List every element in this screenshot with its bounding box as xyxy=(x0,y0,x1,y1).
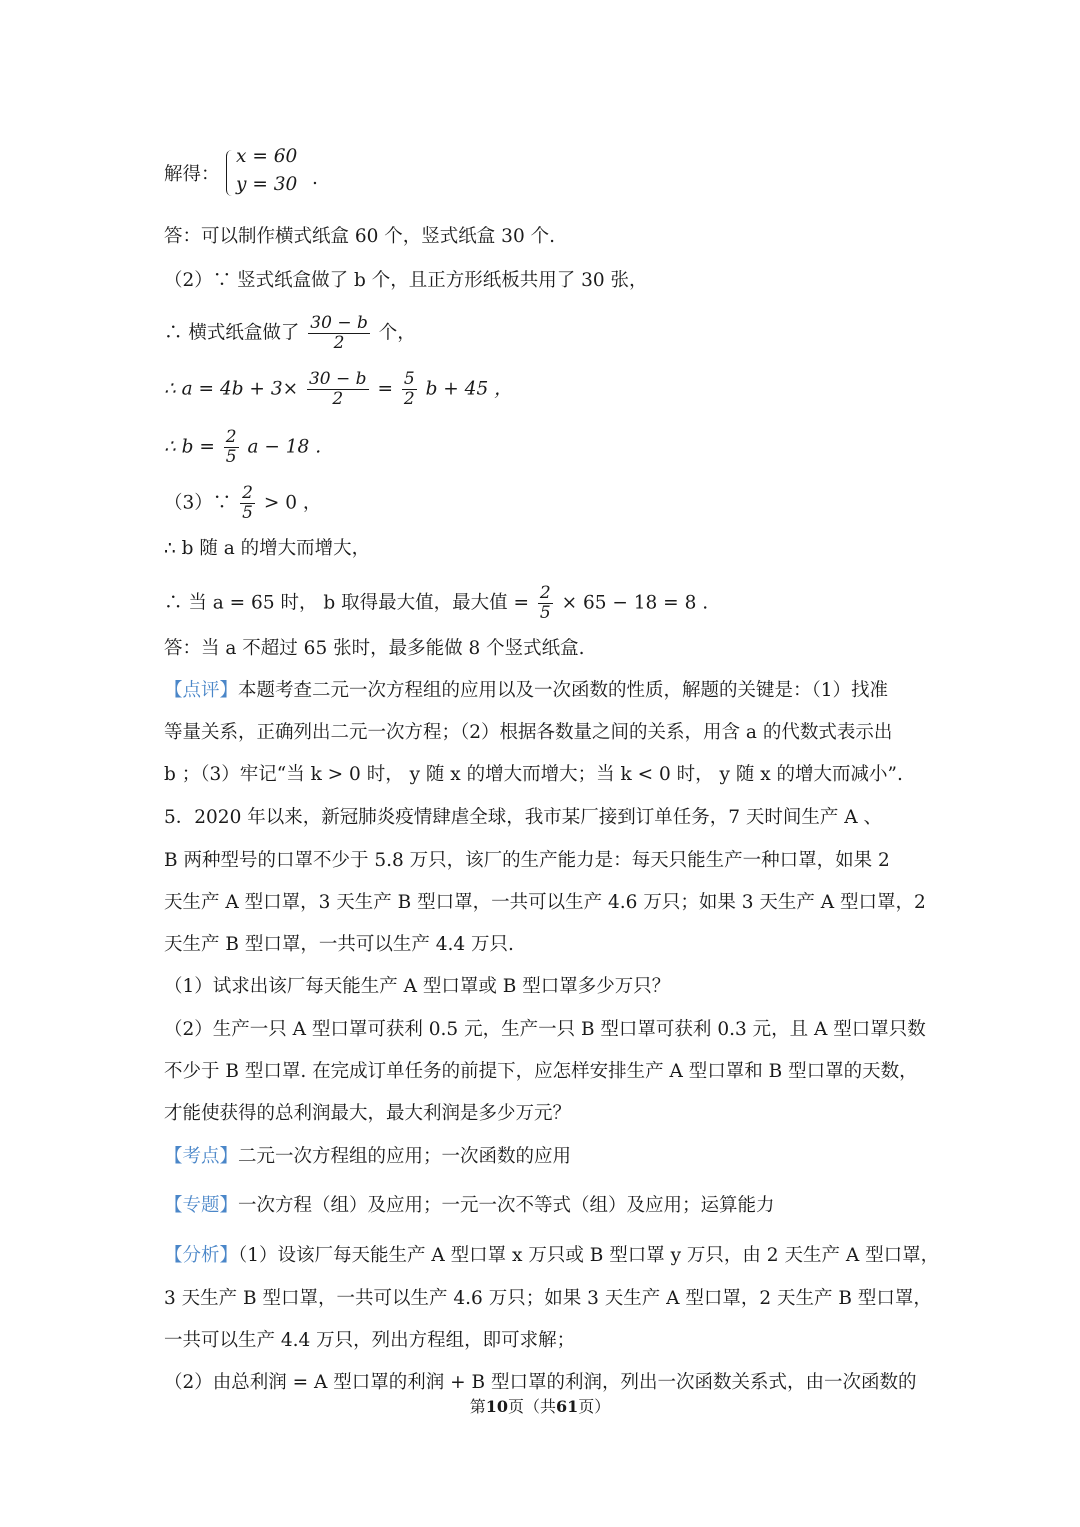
problem5-line-4: 天生产 B 型口罩，一共可以生产 4.4 万只. xyxy=(164,934,514,955)
max-value-line xyxy=(164,584,924,623)
a-expression-line xyxy=(164,370,924,409)
review-line-1 xyxy=(164,678,924,704)
problem5-line-2: B 两种型号的口罩不少于 5.8 万只，该厂的生产能力是：每天只能生产一种口罩，如果 2 xyxy=(164,850,890,871)
zhuanti-line xyxy=(164,1193,924,1219)
text: 个， xyxy=(378,322,416,344)
text: ∴ 横式纸盒做了 xyxy=(164,322,300,344)
text: （1）设该厂每天能生产 A 型口罩 x 万只或 B 型口罩 y 万只，由 2 天生产 A 型口罩， xyxy=(238,1245,940,1266)
page-footer xyxy=(0,1396,1080,1418)
fraction xyxy=(307,370,369,409)
numerator: 2 xyxy=(539,583,551,603)
denominator: 5 xyxy=(225,447,237,467)
kaodian-line xyxy=(164,1144,924,1170)
fenxi-line-2: 3 天生产 B 型口罩，一共可以生产 4.6 万只；如果 3 天生产 A 型口罩，2 天生产 B 型口罩， xyxy=(164,1288,932,1309)
text: 本题考查二元一次方程组的应用以及一次函数的性质，解题的关键是：（1）找准 xyxy=(238,680,889,701)
text: ∴ b = xyxy=(164,436,215,458)
footer-text: 页） xyxy=(578,1397,611,1416)
text: ∴ a = 4b + 3× xyxy=(164,378,299,400)
text: > 0 ， xyxy=(263,492,322,514)
answer-line-2: 答：当 a 不超过 65 张时，最多能做 8 个竖式纸盒. xyxy=(164,638,585,659)
text: = xyxy=(377,378,393,400)
review-line-2: 等量关系，正确列出二元一次方程；（2）根据各数量之间的关系，用含 a 的代数式表示出 xyxy=(164,722,893,743)
review-line-3: b ；（3）牢记“当 k > 0 时， y 随 x 的增大而增大；当 k < 0 时， y 随 x 的增大而减小”. xyxy=(164,764,903,785)
problem5-q2-line-3: 才能使获得的总利润最大，最大利润是多少万元？ xyxy=(164,1103,572,1124)
fraction xyxy=(308,314,370,353)
text: 一次方程（组）及应用；一元一次不等式（组）及应用；运算能力 xyxy=(238,1195,775,1216)
horizontal-count-line xyxy=(164,314,924,353)
equation-y: y = 30 xyxy=(236,174,298,195)
problem5-q2-line-1: （2）生产一只 A 型口罩可获利 0.5 元，生产一只 B 型口罩可获利 0.3 元，且 A 型口罩只数 xyxy=(164,1019,926,1040)
fenxi-tag: 【分析】 xyxy=(164,1245,239,1266)
text: ∴ 当 a = 65 时， b 取得最大值，最大值 = xyxy=(164,592,529,614)
problem5-q1: （1）试求出该厂每天能生产 A 型口罩或 B 型口罩多少万只？ xyxy=(164,976,671,997)
denominator: 5 xyxy=(539,603,551,623)
numerator: 2 xyxy=(225,427,237,447)
fraction xyxy=(402,370,417,409)
text: （3）∵ xyxy=(164,492,232,514)
fenxi-line-4: （2）由总利润 = A 型口罩的利润 + B 型口罩的利润，列出一次函数关系式，由一次函数的 xyxy=(164,1372,917,1393)
answer-line-1: 答：可以制作横式纸盒 60 个，竖式纸盒 30 个. xyxy=(164,226,555,247)
text: × 65 − 18 = 8 . xyxy=(561,592,709,614)
part2-intro: （2）∵ 竖式纸盒做了 b 个，且正方形纸板共用了 30 张， xyxy=(164,270,648,291)
problem5-line-3: 天生产 A 型口罩，3 天生产 B 型口罩，一共可以生产 4.6 万只；如果 3 天生产 A 型口罩，2 xyxy=(164,892,926,913)
part3-line xyxy=(164,484,924,523)
kaodian-tag: 【考点】 xyxy=(164,1146,239,1167)
fenxi-line-3: 一共可以生产 4.4 万只，列出方程组，即可求解； xyxy=(164,1330,576,1351)
text: b + 45 ， xyxy=(425,378,513,400)
denominator: 2 xyxy=(333,333,345,353)
text: 二元一次方程组的应用；一次函数的应用 xyxy=(238,1146,572,1167)
review-tag: 【点评】 xyxy=(164,680,239,701)
fraction xyxy=(240,484,255,523)
denominator: 2 xyxy=(403,389,415,409)
numerator: 30 − b xyxy=(310,313,368,333)
footer-text: 页（共 xyxy=(507,1397,556,1416)
zhuanti-tag: 【专题】 xyxy=(164,1195,239,1216)
footer-text: 第 xyxy=(469,1397,486,1416)
solve-label: 解得： xyxy=(164,164,220,185)
period: . xyxy=(312,168,318,189)
numerator: 5 xyxy=(403,369,415,389)
problem5-line-1: 5．2020 年以来，新冠肺炎疫情肆虐全球，我市某厂接到订单任务，7 天时间生产 A 、 xyxy=(164,807,883,828)
numerator: 30 − b xyxy=(308,369,367,389)
fraction xyxy=(538,584,553,623)
fraction xyxy=(224,428,239,467)
denominator: 2 xyxy=(332,389,344,409)
fenxi-line-1 xyxy=(164,1243,940,1269)
increasing-line: ∴ b 随 a 的增大而增大， xyxy=(164,538,371,559)
problem5-q2-line-2: 不少于 B 型口罩. 在完成订单任务的前提下，应怎样安排生产 A 型口罩和 B 型口罩的天数， xyxy=(164,1061,918,1082)
numerator: 2 xyxy=(242,483,253,503)
page-number: 10 xyxy=(485,1397,508,1416)
text: a − 18 . xyxy=(247,436,322,458)
left-brace xyxy=(226,150,233,196)
denominator: 5 xyxy=(242,503,253,523)
total-pages: 61 xyxy=(556,1397,579,1416)
b-expression-line xyxy=(164,428,924,467)
equation-x: x = 60 xyxy=(236,146,298,167)
